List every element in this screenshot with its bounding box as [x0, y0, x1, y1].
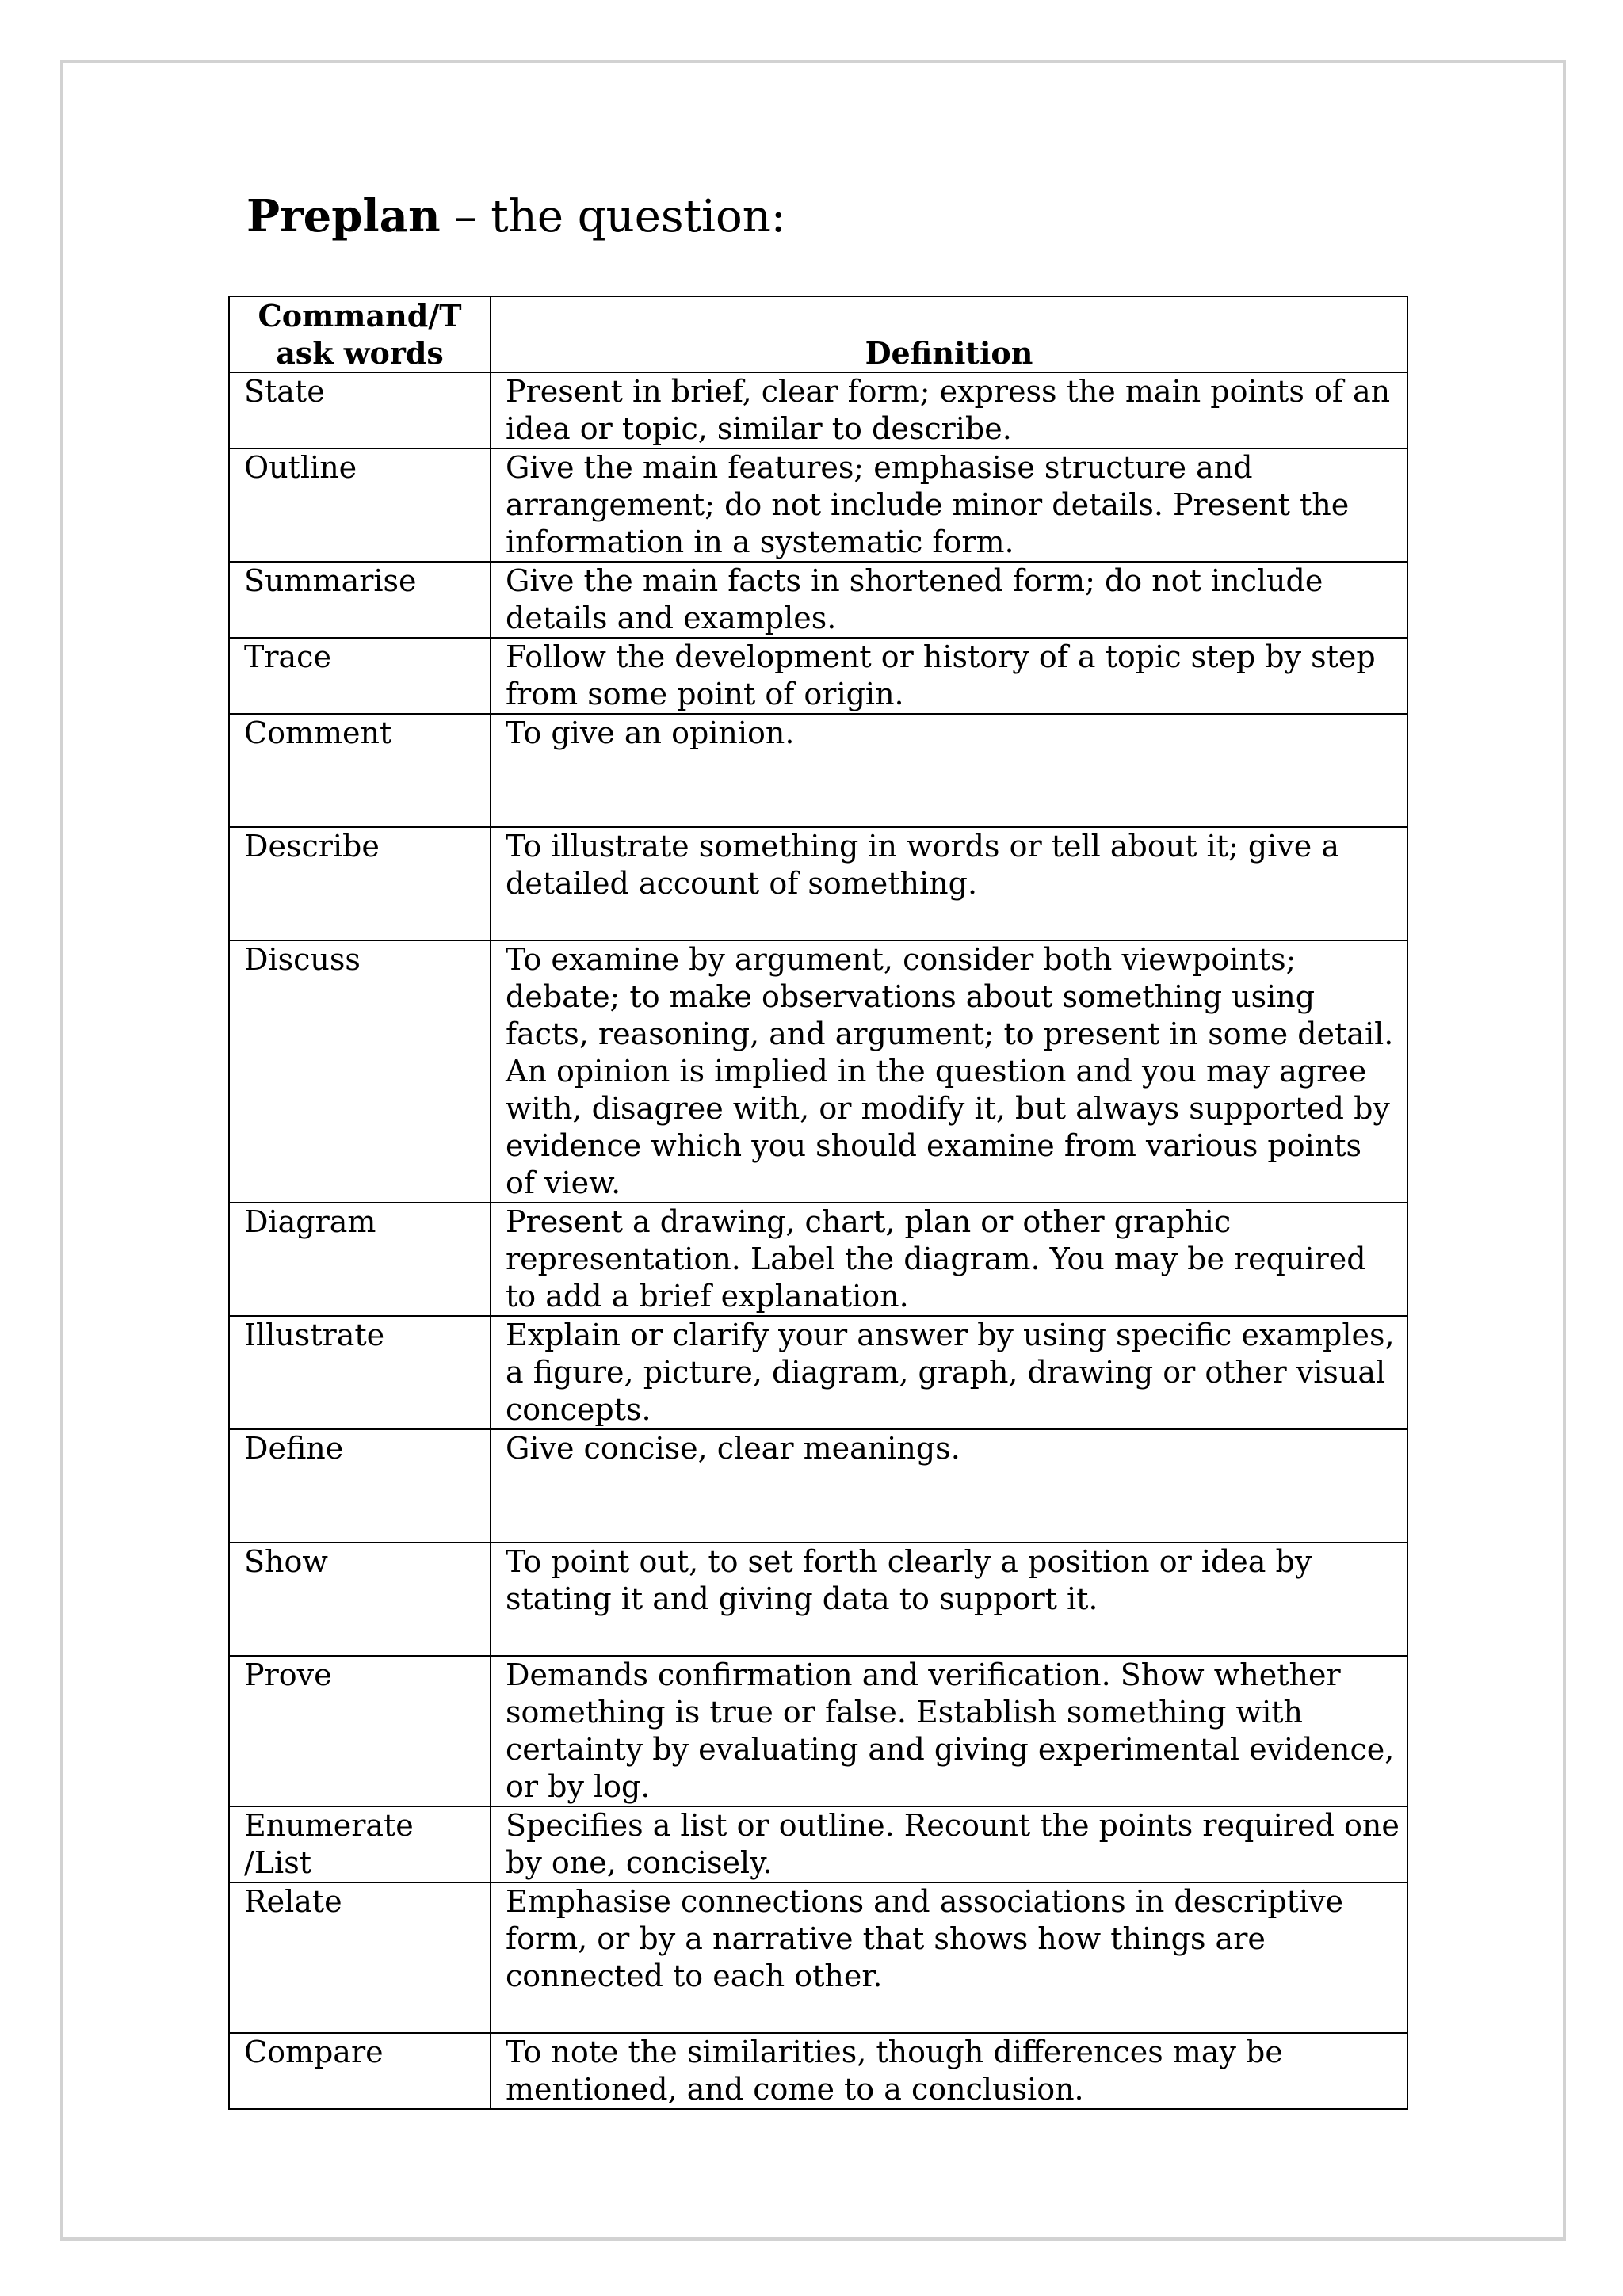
table-row [229, 562, 1407, 638]
term-cell: Discuss [229, 940, 491, 1203]
term-cell: Illustrate [229, 1316, 491, 1429]
table-row [229, 2033, 1407, 2109]
term-cell: State [229, 372, 491, 448]
term-cell: Define [229, 1429, 491, 1543]
term-cell: Describe [229, 827, 491, 940]
term-cell: Comment [229, 714, 491, 827]
column-header-definition: Definition [491, 296, 1407, 372]
definition-cell: Explain or clarify your answer by using specific examples, a figure, picture, diagram, graph, drawing or other visual concepts. [491, 1316, 1407, 1429]
term-cell: Diagram [229, 1203, 491, 1316]
table-row [229, 1882, 1407, 2033]
definition-cell: Follow the development or history of a topic step by step from some point of origin. [491, 638, 1407, 714]
page-title-rest: – the question: [440, 191, 786, 242]
command-words-table [228, 296, 1408, 2110]
definition-cell: To note the similarities, though differences may be mentioned, and come to a conclusion. [491, 2033, 1407, 2109]
table-row [229, 638, 1407, 714]
definition-cell: Present in brief, clear form; express the main points of an idea or topic, similar to describe. [491, 372, 1407, 448]
table-row [229, 1316, 1407, 1429]
term-cell: Outline [229, 448, 491, 562]
page-title [246, 190, 786, 243]
table-row [229, 1429, 1407, 1543]
term-cell: Enumerate /List [229, 1806, 491, 1882]
term-cell: Summarise [229, 562, 491, 638]
definition-cell: To illustrate something in words or tell about it; give a detailed account of something. [491, 827, 1407, 940]
table-row [229, 1543, 1407, 1656]
column-header-command-words [229, 296, 491, 372]
table-row [229, 372, 1407, 448]
column-header-line-1: Command/T [258, 298, 462, 334]
definition-cell: To point out, to set forth clearly a position or idea by stating it and giving data to support it. [491, 1543, 1407, 1656]
table-row [229, 1656, 1407, 1806]
term-cell: Trace [229, 638, 491, 714]
term-cell: Show [229, 1543, 491, 1656]
table-row [229, 448, 1407, 562]
table-header-row [229, 296, 1407, 372]
term-cell: Compare [229, 2033, 491, 2109]
definition-cell: Give the main facts in shortened form; do not include details and examples. [491, 562, 1407, 638]
page-title-bold: Preplan [246, 190, 441, 242]
table-row [229, 940, 1407, 1203]
term-cell: Relate [229, 1882, 491, 2033]
term-cell: Prove [229, 1656, 491, 1806]
table-row [229, 714, 1407, 827]
column-header-line-2: ask words [276, 335, 444, 371]
definition-cell: Present a drawing, chart, plan or other graphic representation. Label the diagram. You may be required to add a brief explanation. [491, 1203, 1407, 1316]
definition-cell: Give the main features; emphasise structure and arrangement; do not include minor details. Present the information in a systematic form. [491, 448, 1407, 562]
table-row [229, 1806, 1407, 1882]
definition-cell: Demands confirmation and verification. Show whether something is true or false. Establish something with certainty by evaluating and giving experimental evidence, or by log. [491, 1656, 1407, 1806]
table-row [229, 1203, 1407, 1316]
table-row [229, 827, 1407, 940]
definition-cell: To give an opinion. [491, 714, 1407, 827]
definition-cell: Emphasise connections and associations in descriptive form, or by a narrative that shows how things are connected to each other. [491, 1882, 1407, 2033]
definition-cell: Specifies a list or outline. Recount the points required one by one, concisely. [491, 1806, 1407, 1882]
definition-cell: Give concise, clear meanings. [491, 1429, 1407, 1543]
definition-cell: To examine by argument, consider both viewpoints; debate; to make observations about something using facts, reasoning, and argument; to present in some detail. An opinion is implied in the question and you may agree with, disagree with, or modify it, but always supported by evidence which you should examine from various points of view. [491, 940, 1407, 1203]
